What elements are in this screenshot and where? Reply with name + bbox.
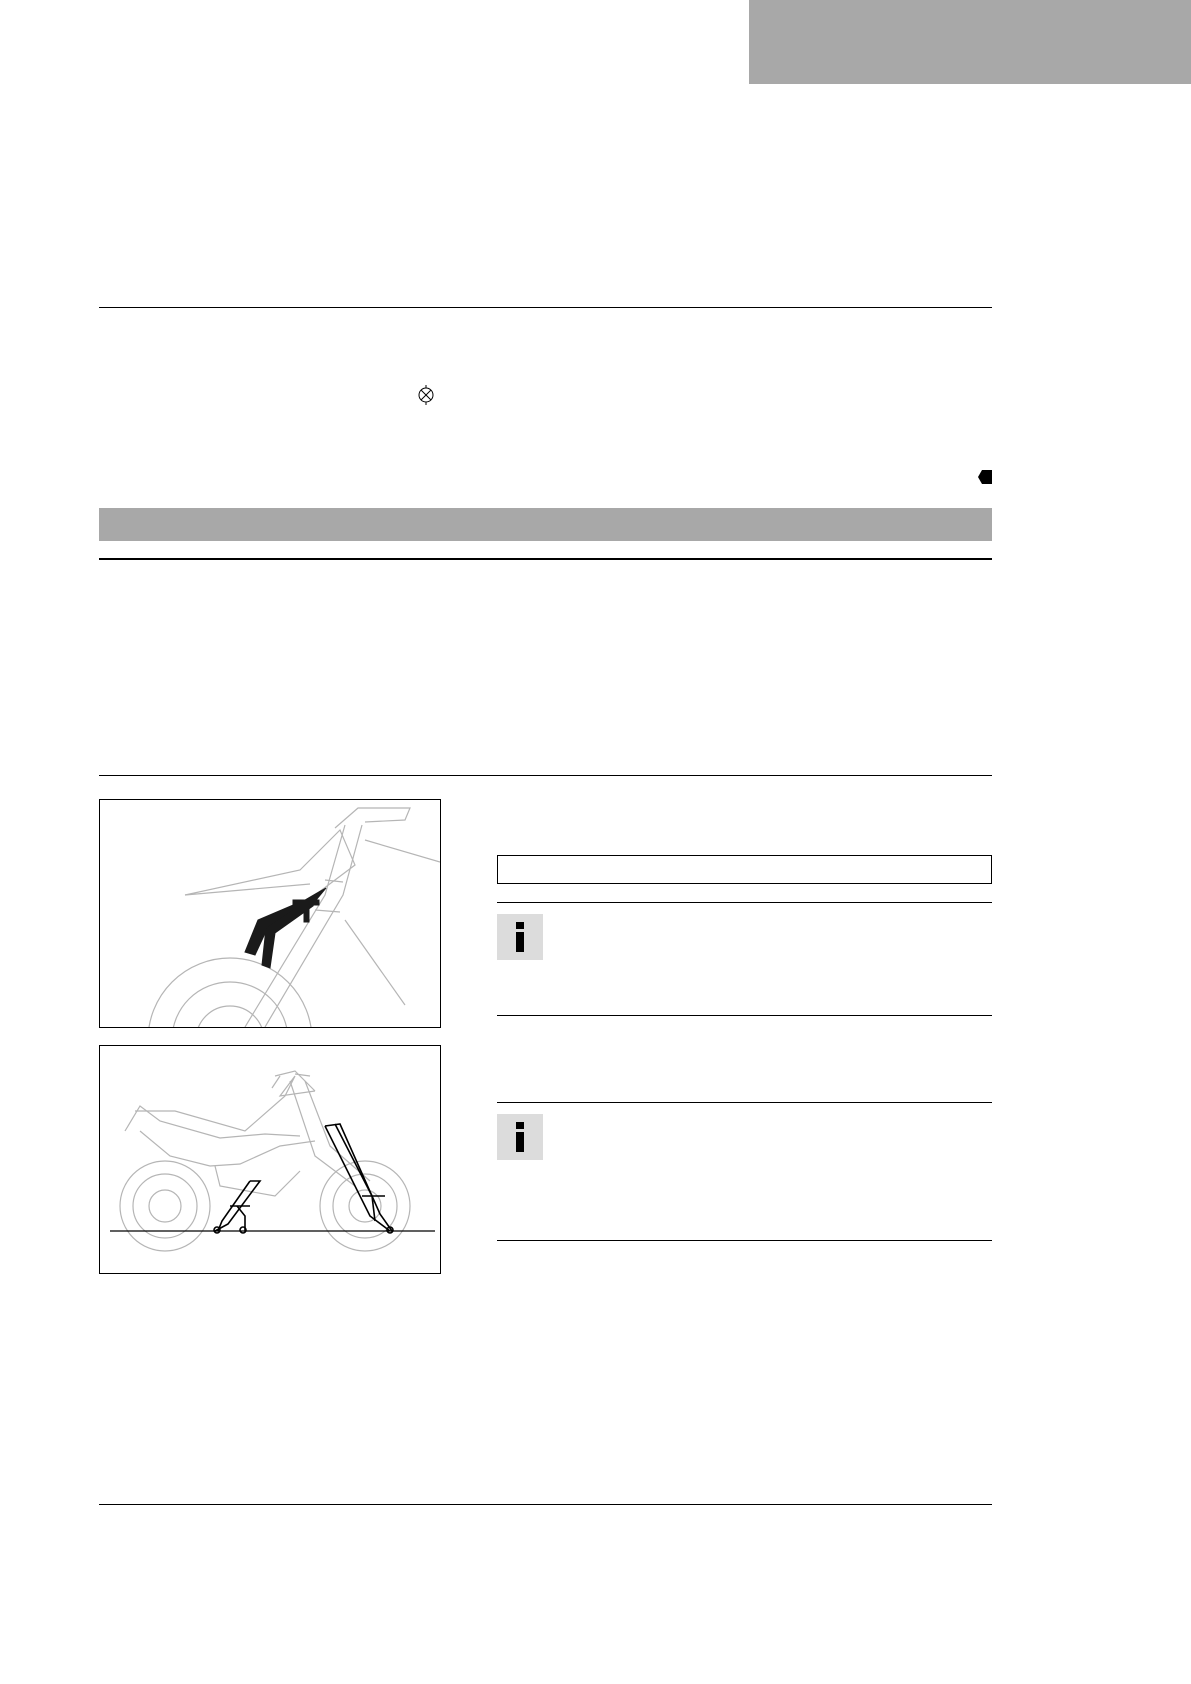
note-bottom-rule	[497, 1240, 992, 1241]
motorcycle-tied-down-with-straps-illustration	[100, 1046, 440, 1273]
footer-divider	[99, 1504, 992, 1505]
circle-x-icon	[415, 384, 437, 406]
note-top-rule	[497, 1102, 992, 1103]
figure-tie-down	[99, 1045, 441, 1274]
info-icon	[497, 1114, 543, 1160]
section-heading-band	[99, 508, 992, 541]
section-divider	[99, 307, 992, 308]
motorcycle-front-fork-strap-illustration	[100, 800, 440, 1027]
section-divider	[99, 558, 992, 560]
outline-box	[497, 855, 992, 884]
section-divider	[99, 775, 992, 776]
note-top-rule	[497, 902, 992, 903]
info-icon	[497, 914, 543, 960]
end-of-section-marker-icon	[978, 470, 992, 484]
chapter-tab	[749, 0, 1191, 84]
note-bottom-rule	[497, 1015, 992, 1016]
figure-front-fork-strap	[99, 799, 441, 1028]
